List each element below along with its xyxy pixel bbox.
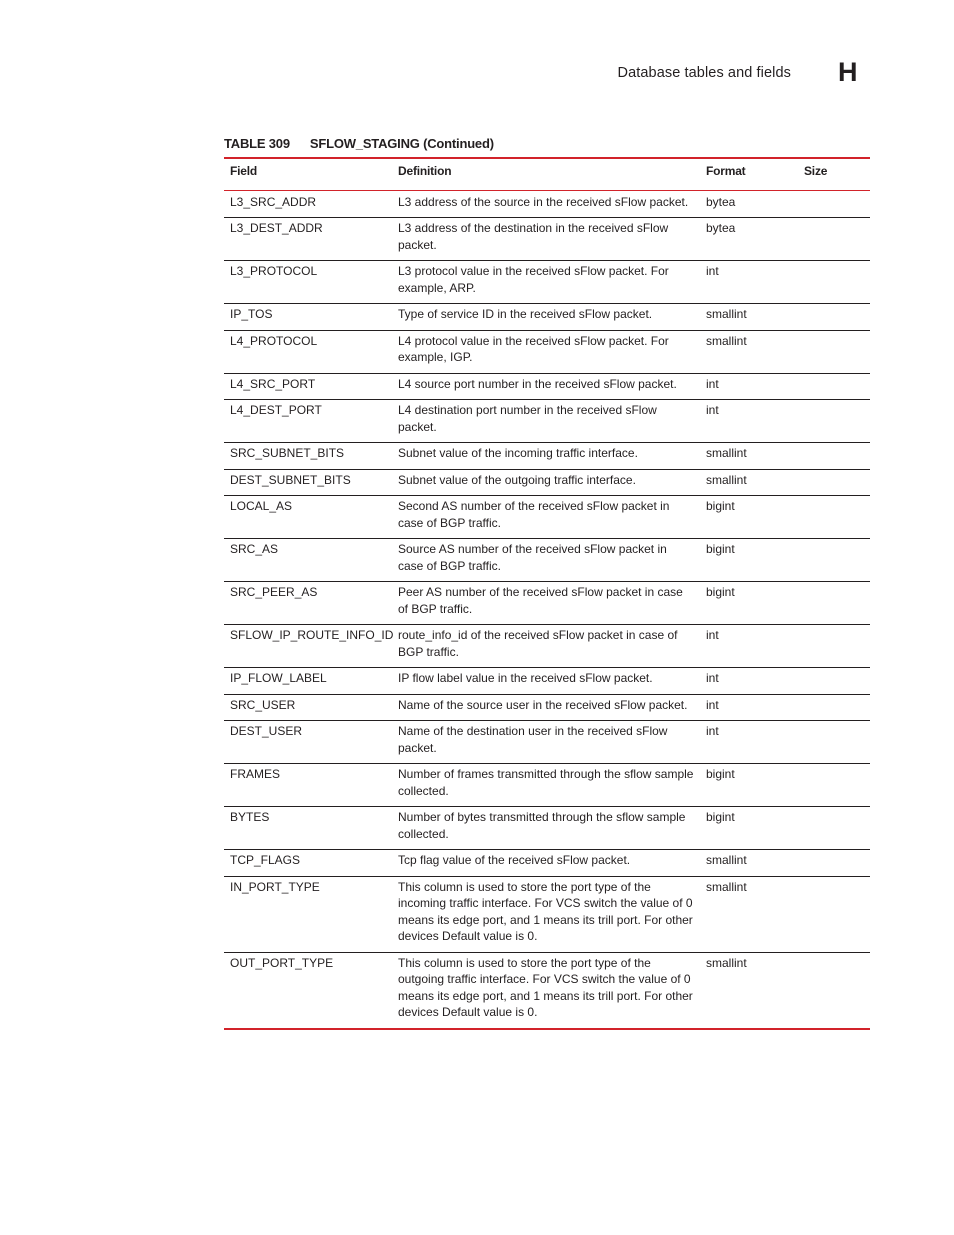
table-row <box>224 218 870 261</box>
table-row <box>224 443 870 470</box>
cell-definition: L4 source port number in the received sFlow packet. <box>392 373 700 400</box>
cell-field: SRC_USER <box>224 694 392 721</box>
table-row <box>224 304 870 331</box>
cell-size <box>798 443 870 470</box>
table-row <box>224 190 870 218</box>
cell-format: int <box>700 400 798 443</box>
column-header-format: Format <box>700 158 798 190</box>
cell-size <box>798 469 870 496</box>
cell-size <box>798 721 870 764</box>
cell-format: bigint <box>700 764 798 807</box>
cell-format: smallint <box>700 952 798 1029</box>
cell-size <box>798 304 870 331</box>
cell-definition: L3 protocol value in the received sFlow packet. For example, ARP. <box>392 261 700 304</box>
cell-field: SRC_SUBNET_BITS <box>224 443 392 470</box>
cell-field: TCP_FLAGS <box>224 850 392 877</box>
cell-field: DEST_SUBNET_BITS <box>224 469 392 496</box>
cell-size <box>798 625 870 668</box>
table-row <box>224 952 870 1029</box>
table-row <box>224 469 870 496</box>
cell-definition: Subnet value of the outgoing traffic interface. <box>392 469 700 496</box>
cell-field: BYTES <box>224 807 392 850</box>
cell-format: bigint <box>700 539 798 582</box>
cell-field: IP_FLOW_LABEL <box>224 668 392 695</box>
table-row <box>224 668 870 695</box>
section-title: Database tables and fields <box>617 65 791 81</box>
cell-format: smallint <box>700 876 798 952</box>
table-row <box>224 850 870 877</box>
table-caption <box>224 136 494 151</box>
cell-format: int <box>700 721 798 764</box>
sflow-staging-table <box>224 157 870 1030</box>
cell-format: smallint <box>700 330 798 373</box>
cell-format: smallint <box>700 850 798 877</box>
column-header-size: Size <box>798 158 870 190</box>
cell-format: smallint <box>700 443 798 470</box>
cell-format: int <box>700 625 798 668</box>
table-row <box>224 582 870 625</box>
cell-definition: Type of service ID in the received sFlow packet. <box>392 304 700 331</box>
cell-size <box>798 218 870 261</box>
table-row <box>224 876 870 952</box>
cell-format: int <box>700 373 798 400</box>
cell-field: L3_SRC_ADDR <box>224 190 392 218</box>
cell-size <box>798 539 870 582</box>
column-header-field: Field <box>224 158 392 190</box>
table-row <box>224 694 870 721</box>
cell-size <box>798 876 870 952</box>
cell-definition: Name of the destination user in the received sFlow packet. <box>392 721 700 764</box>
appendix-letter: H <box>838 57 858 87</box>
cell-field: DEST_USER <box>224 721 392 764</box>
table-row <box>224 539 870 582</box>
cell-format: bigint <box>700 582 798 625</box>
cell-field: L3_DEST_ADDR <box>224 218 392 261</box>
cell-size <box>798 764 870 807</box>
cell-format: bigint <box>700 496 798 539</box>
cell-format: smallint <box>700 304 798 331</box>
table-row <box>224 496 870 539</box>
cell-definition: Source AS number of the received sFlow packet in case of BGP traffic. <box>392 539 700 582</box>
cell-definition: L4 protocol value in the received sFlow packet. For example, IGP. <box>392 330 700 373</box>
cell-size <box>798 582 870 625</box>
cell-size <box>798 807 870 850</box>
cell-format: smallint <box>700 469 798 496</box>
table-row <box>224 330 870 373</box>
cell-size <box>798 190 870 218</box>
cell-size <box>798 694 870 721</box>
cell-format: bytea <box>700 190 798 218</box>
cell-field: SFLOW_IP_ROUTE_INFO_ID <box>224 625 392 668</box>
cell-definition: IP flow label value in the received sFlow packet. <box>392 668 700 695</box>
cell-format: int <box>700 694 798 721</box>
cell-field: SRC_AS <box>224 539 392 582</box>
cell-definition: Peer AS number of the received sFlow packet in case of BGP traffic. <box>392 582 700 625</box>
cell-definition: Tcp flag value of the received sFlow packet. <box>392 850 700 877</box>
cell-field: FRAMES <box>224 764 392 807</box>
table-number: TABLE 309 <box>224 136 290 151</box>
cell-format: int <box>700 668 798 695</box>
cell-definition: Second AS number of the received sFlow packet in case of BGP traffic. <box>392 496 700 539</box>
cell-field: L4_DEST_PORT <box>224 400 392 443</box>
table-row <box>224 625 870 668</box>
cell-definition: L3 address of the source in the received sFlow packet. <box>392 190 700 218</box>
cell-format: bytea <box>700 218 798 261</box>
cell-definition: L3 address of the destination in the received sFlow packet. <box>392 218 700 261</box>
cell-definition: Subnet value of the incoming traffic interface. <box>392 443 700 470</box>
cell-size <box>798 668 870 695</box>
cell-definition: L4 destination port number in the received sFlow packet. <box>392 400 700 443</box>
table-row <box>224 373 870 400</box>
cell-size <box>798 400 870 443</box>
cell-field: SRC_PEER_AS <box>224 582 392 625</box>
table-header-row <box>224 158 870 190</box>
cell-size <box>798 373 870 400</box>
cell-definition: Number of bytes transmitted through the sflow sample collected. <box>392 807 700 850</box>
cell-field: OUT_PORT_TYPE <box>224 952 392 1029</box>
cell-size <box>798 496 870 539</box>
cell-definition: This column is used to store the port type of the outgoing traffic interface. For VCS switch the value of 0 means its edge port, and 1 means its trill port. For other devices Default value is 0. <box>392 952 700 1029</box>
cell-size <box>798 952 870 1029</box>
table-row <box>224 721 870 764</box>
cell-field: L4_PROTOCOL <box>224 330 392 373</box>
cell-definition: Number of frames transmitted through the sflow sample collected. <box>392 764 700 807</box>
cell-field: L3_PROTOCOL <box>224 261 392 304</box>
table-row <box>224 400 870 443</box>
cell-size <box>798 850 870 877</box>
cell-field: IN_PORT_TYPE <box>224 876 392 952</box>
cell-format: int <box>700 261 798 304</box>
cell-field: L4_SRC_PORT <box>224 373 392 400</box>
running-header <box>0 58 954 88</box>
cell-definition: Name of the source user in the received sFlow packet. <box>392 694 700 721</box>
cell-field: IP_TOS <box>224 304 392 331</box>
cell-field: LOCAL_AS <box>224 496 392 539</box>
cell-definition: route_info_id of the received sFlow packet in case of BGP traffic. <box>392 625 700 668</box>
table-row <box>224 807 870 850</box>
table-title: SFLOW_STAGING (Continued) <box>309 136 494 151</box>
cell-size <box>798 330 870 373</box>
table-row <box>224 261 870 304</box>
cell-size <box>798 261 870 304</box>
table-row <box>224 764 870 807</box>
cell-format: bigint <box>700 807 798 850</box>
column-header-definition: Definition <box>392 158 700 190</box>
table-body <box>224 190 870 1029</box>
cell-definition: This column is used to store the port type of the incoming traffic interface. For VCS switch the value of 0 means its edge port, and 1 means its trill port. For other devices Default value is 0. <box>392 876 700 952</box>
